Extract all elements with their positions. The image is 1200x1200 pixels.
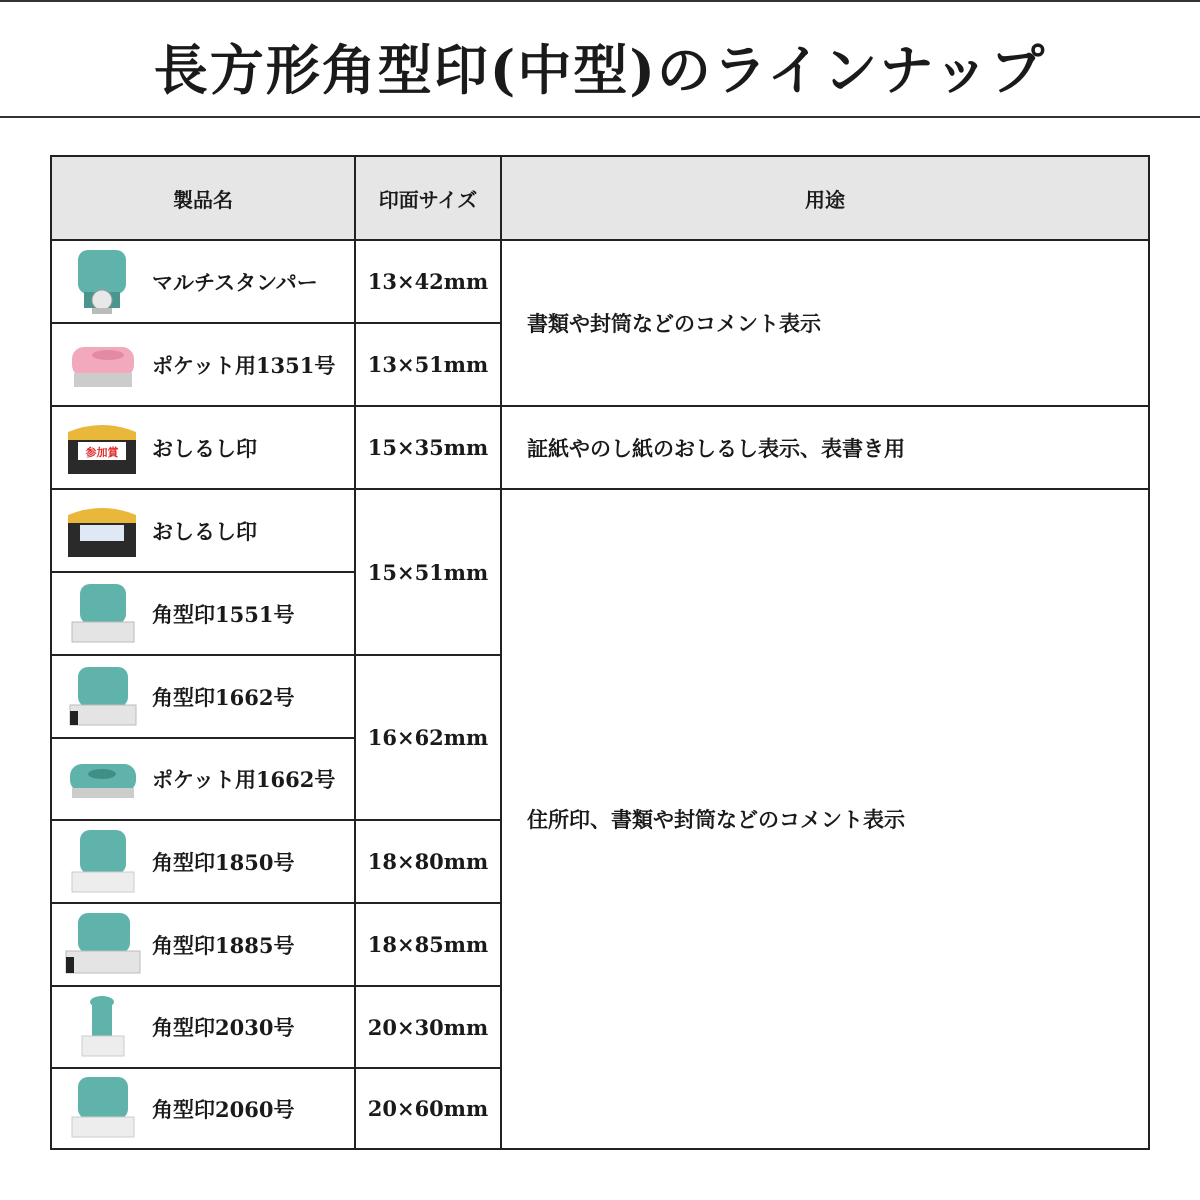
product-row: [52, 490, 354, 571]
product-row: [52, 739, 354, 819]
yellow-oshirushi-stamp-icon: [62, 412, 142, 482]
product-name: ポケット用1351号: [152, 352, 336, 378]
size-cell: 13×42mm: [367, 269, 489, 294]
product-name: 角型印1885号: [152, 932, 295, 958]
pink-pocket-stamp-icon: [62, 329, 142, 399]
product-row: [52, 1069, 354, 1148]
product-name: 角型印1551号: [152, 601, 295, 627]
header-product: 製品名: [52, 157, 354, 239]
yellow-oshirushi-stamp-icon: [62, 495, 142, 565]
product-row: [52, 573, 354, 654]
product-row: [52, 324, 354, 405]
teal-square-stamp-icon: [62, 826, 142, 896]
product-row: [52, 241, 354, 322]
page-title: 長方形角型印(中型)のラインナップ: [153, 38, 1047, 102]
product-row: [52, 656, 354, 737]
teal-square-stamp-icon: [62, 578, 142, 648]
product-name: マルチスタンパー: [152, 269, 318, 295]
use-cell: 証紙やのし紙のおしるし表示、表書き用: [527, 435, 905, 461]
size-cell: 15×35mm: [367, 435, 489, 460]
product-name: 角型印1850号: [152, 849, 295, 875]
page-header: [0, 0, 1200, 118]
teal-pocket-stamp-icon: [62, 744, 142, 814]
size-cell: 15×51mm: [367, 559, 489, 585]
product-row: [52, 821, 354, 902]
header-use: 用途: [502, 157, 1148, 239]
teal-square-stamp-icon: [62, 1073, 142, 1143]
product-row: [52, 987, 354, 1067]
size-cell: 13×51mm: [367, 352, 489, 377]
teal-multi-stamper-icon: [62, 246, 142, 316]
product-row: [52, 407, 354, 488]
product-name: おしるし印: [152, 518, 257, 544]
stamp-label-sanka: 参加賞: [85, 446, 119, 459]
size-cell: 18×85mm: [367, 932, 489, 957]
size-cell: 20×30mm: [367, 1014, 489, 1040]
size-cell: 16×62mm: [367, 725, 489, 750]
teal-square-stamp-icon: [62, 909, 142, 979]
product-name: おしるし印: [152, 435, 257, 461]
product-name: 角型印1662号: [152, 684, 295, 710]
size-cell: 18×80mm: [367, 849, 489, 874]
product-row: [52, 904, 354, 985]
header-size: 印面サイズ: [356, 157, 500, 239]
teal-square-stamp-icon: [62, 661, 142, 731]
teal-round-stamp-icon: [62, 992, 142, 1062]
use-cell: 書類や封筒などのコメント表示: [527, 311, 821, 336]
product-name: ポケット用1662号: [152, 767, 336, 792]
use-cell: 住所印、書類や封筒などのコメント表示: [527, 807, 905, 832]
size-cell: 20×60mm: [367, 1096, 489, 1121]
product-name: 角型印2030号: [152, 1015, 295, 1040]
lineup-table: [50, 155, 1150, 1150]
product-name: 角型印2060号: [152, 1096, 295, 1122]
